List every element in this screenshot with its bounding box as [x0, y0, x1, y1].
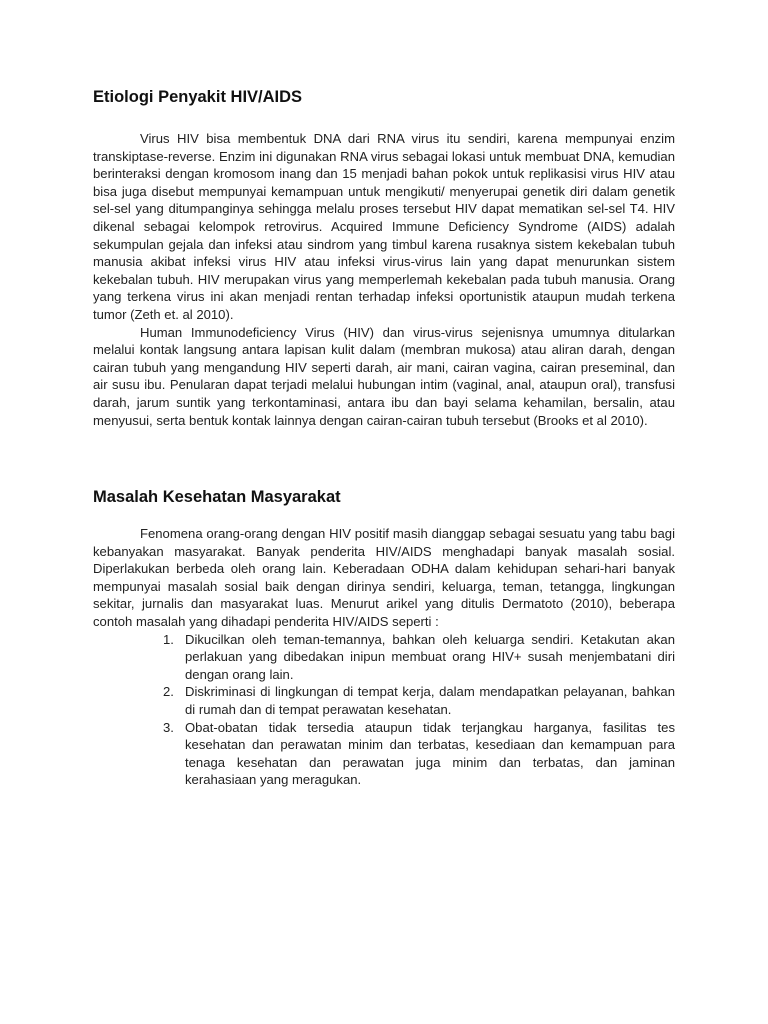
list-item: [93, 631, 675, 684]
section-heading-etiologi: Etiologi Penyakit HIV/AIDS: [93, 88, 303, 106]
paragraph: Human Immunodeficiency Virus (HIV) dan virus-virus sejenisnya umumnya ditularkan melalui kontak langsung antara lapisan kulit dalam (membran mukosa) atau aliran darah, dengan cairan tubuh yang mengandung HIV seperti darah, air mani, cairan vagina, cairan preseminal, dan air susu ibu. Penularan dapat terjadi melalui hubungan intim (vaginal, anal, ataupun oral), transfusi darah, jarum suntik yang terkontaminasi, antara ibu dan bayi selama kehamilan, bersalin, atau menyusui, serta bentuk kontak lainnya dengan cairan-cairan tubuh tersebut (Brooks et al 2010).: [93, 324, 675, 428]
section-body-masalah: [93, 525, 675, 789]
list-item-number: 2.: [163, 684, 174, 700]
list-item: [93, 719, 675, 789]
section-body-etiologi: [93, 130, 675, 429]
paragraph: Virus HIV bisa membentuk DNA dari RNA virus itu sendiri, karena mempunyai enzim transkiptase-reverse. Enzim ini digunakan RNA virus sebagai lokasi untuk membuat DNA, kemudian berinteraksi dengan kromosom inang dan 15 menjadi bahan pokok untuk replikasisi virus HIV atau bisa juga disebut mempunyai kemampuan untuk mengikuti/ menyerupai genetik diri dalam genetik sel-sel yang ditumpanginya sehingga melalu proses tersebut HIV dapat mematikan sel-sel T4. HIV dikenal sebagai kelompok retrovirus. Acquired Immune Deficiency Syndrome (AIDS) adalah sekumpulan gejala dan infeksi atau sindrom yang timbul karena rusaknya sistem kekebalan tubuh manusia akibat infeksi virus HIV atau infeksi virus-virus lain yang dapat menurunkan sistem kekebalan tubuh. HIV merupakan virus yang memperlemah kekebalan pada tubuh manusia. Orang yang terkena virus ini akan menjadi rentan terhadap infeksi oportunistik ataupun mudah terkena tumor (Zeth et. al 2010).: [93, 131, 675, 322]
list-item-text: Diskriminasi di lingkungan di tempat kerja, dalam mendapatkan pelayanan, bahkan di rumah dan di tempat perawatan kesehatan.: [185, 684, 675, 717]
list-item-number: 3.: [163, 719, 174, 735]
numbered-list: [93, 631, 675, 789]
list-item-text: Dikucilkan oleh teman-temannya, bahkan oleh keluarga sendiri. Ketakutan akan perlakuan yang dibedakan inipun membuat orang HIV+ susah menjembatani diri dengan orang lain.: [185, 631, 675, 682]
list-item: [93, 683, 675, 718]
list-item-text: Obat-obatan tidak tersedia ataupun tidak terjangkau harganya, fasilitas tes kesehatan dan perawatan minim dan terbatas, kesediaan dan kemampuan para tenaga kesehatan dan perawatan juga minim dan terbatas, dan jaminan kerahasiaan yang meragukan.: [185, 719, 675, 788]
section-heading-masalah: Masalah Kesehatan Masyarakat: [93, 488, 341, 506]
paragraph: Fenomena orang-orang dengan HIV positif masih dianggap sebagai sesuatu yang tabu bagi kebanyakan masyarakat. Banyak penderita HIV/AIDS menghadapi banyak masalah sosial. Diperlakukan berbeda oleh orang lain. Keberadaan ODHA dalam kehidupan sehari-hari banyak mempunyai masalah sosial baik dengan dirinya sendiri, keluarga, teman, tetangga, lingkungan sekitar, jurnalis dan masyarakat luas. Menurut arikel yang ditulis Dermatoto (2010), beberapa contoh masalah yang dihadapi penderita HIV/AIDS seperti :: [93, 526, 675, 629]
list-item-number: 1.: [163, 631, 174, 647]
